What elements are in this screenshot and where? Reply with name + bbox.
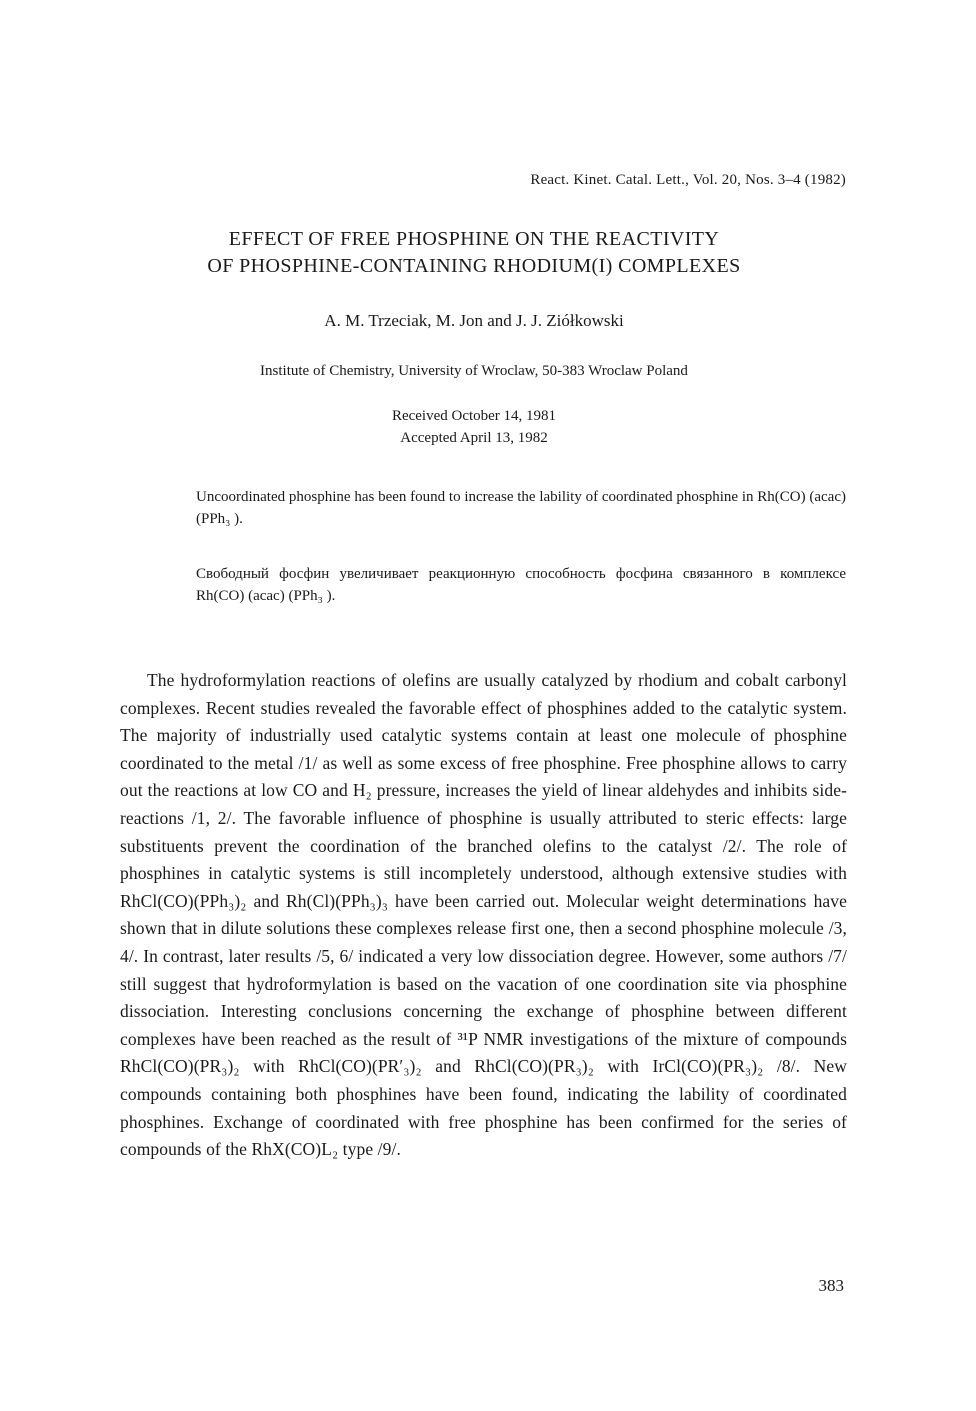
page-number: 383: [818, 1276, 844, 1295]
accepted-date: Accepted April 13, 1982: [400, 430, 548, 446]
abstract-english: Uncoordinated phosphine has been found to increase the lability of coordinated phosphine in Rh(CO) (acac) (PPh₃ ).: [196, 489, 846, 527]
received-date: Received October 14, 1981: [391, 408, 557, 424]
affiliation: Institute of Chemistry, University of Wroclaw, 50-383 Wroclaw Poland: [260, 363, 688, 379]
abstract-russian: Свободный фосфин увеличивает реакционную способность фосфина связанного в комплексе Rh(CO) (acac) (PPh₃ ).: [196, 566, 846, 604]
journal-reference: React. Kinet. Catal. Lett., Vol. 20, Nos. 3–4 (1982): [530, 172, 846, 188]
author-list: A. M. Trzeciak, M. Jon and J. J. Ziółkowski: [324, 311, 624, 330]
submission-dates: [0, 405, 948, 449]
body-paragraph: The hydroformylation reactions of olefins are usually catalyzed by rhodium and cobalt carbonyl complexes. Recent studies revealed the favorable effect of phosphines added to the catalytic system. The majority of industrially used catalytic systems contain at least one molecule of phosphine coordinated to the metal /1/ as well as some excess of free phosphine. Free phosphine allows to carry out the reactions at low CO and H₂ pressure, increases the yield of linear aldehydes and inhibits side-reactions /1, 2/. The favorable influence of phosphine is usually attributed to steric effects: large substituents prevent the coordination of the branched olefins to the catalyst /2/. The role of phosphines in catalytic systems is still incompletely understood, although extensive studies with RhCl(CO)(PPh₃)₂ and Rh(Cl)(PPh₃)₃ have been carried out. Molecular weight determinations have shown that in dilute solutions these complexes release first one, then a second phosphine molecule /3, 4/. In contrast, later results /5, 6/ indicated a very low dissociation degree. However, some authors /7/ still suggest that hydroformylation is based on the vacation of one coordination site via phosphine dissociation. Interesting conclusions concerning the exchange of phosphine between different complexes have been reached as the result of ³¹P NMR investigations of the mixture of compounds RhCl(CO)(PR₃)₂ with RhCl(CO)(PR′₃)₂ and RhCl(CO)(PR₃)₂ with IrCl(CO)(PR₃)₂ /8/. New compounds containing both phosphines have been found, indicating the lability of coordinated phosphines. Exchange of coordinated with free phosphine has been confirmed for the series of compounds of the RhX(CO)L₂ type /9/.: [120, 670, 847, 1160]
title-line-1: EFFECT OF FREE PHOSPHINE ON THE REACTIVITY: [228, 228, 720, 250]
article-title: [0, 226, 948, 280]
title-line-2: OF PHOSPHINE-CONTAINING RHODIUM(I) COMPLEXES: [207, 255, 741, 277]
